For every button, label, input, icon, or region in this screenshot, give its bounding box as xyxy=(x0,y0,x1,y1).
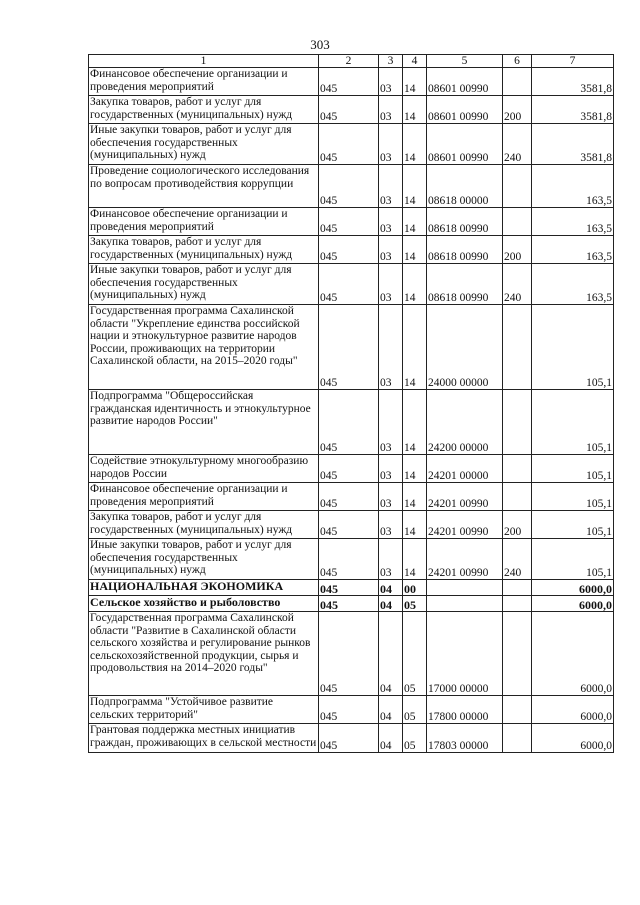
row-subsection: 05 xyxy=(403,596,427,612)
row-admin-code: 045 xyxy=(319,390,379,455)
row-section: 04 xyxy=(379,580,403,596)
table-row xyxy=(89,305,614,390)
row-name: Подпрограмма "Общероссийская гражданская идентичность и этнокультурное развитие народов России" xyxy=(89,390,319,455)
row-admin-code: 045 xyxy=(319,68,379,96)
row-name: Финансовое обеспечение организации и проведения мероприятий xyxy=(89,483,319,511)
row-amount: 6000,0 xyxy=(532,696,614,724)
row-target-article xyxy=(427,596,503,612)
row-name: Содействие этнокультурному многообразию народов России xyxy=(89,455,319,483)
row-amount: 6000,0 xyxy=(532,596,614,612)
row-subsection: 14 xyxy=(403,68,427,96)
row-amount: 6000,0 xyxy=(532,612,614,696)
row-amount: 6000,0 xyxy=(532,724,614,753)
table-row xyxy=(89,511,614,539)
row-name: Финансовое обеспечение организации и проведения мероприятий xyxy=(89,208,319,236)
row-amount: 163,5 xyxy=(532,208,614,236)
row-expense-type: 240 xyxy=(503,539,532,580)
row-subsection: 14 xyxy=(403,165,427,208)
row-name: Иные закупки товаров, работ и услуг для обеспечения государственных (муниципальных) нужд xyxy=(89,124,319,165)
row-section: 04 xyxy=(379,696,403,724)
row-subsection: 14 xyxy=(403,236,427,264)
table-row xyxy=(89,124,614,165)
table-body xyxy=(89,68,614,753)
row-section: 03 xyxy=(379,390,403,455)
header-cell: 3 xyxy=(379,55,403,68)
row-target-article: 17000 00000 xyxy=(427,612,503,696)
table-row xyxy=(89,68,614,96)
row-section: 03 xyxy=(379,236,403,264)
row-target-article: 08618 00990 xyxy=(427,236,503,264)
table-row xyxy=(89,208,614,236)
row-amount: 105,1 xyxy=(532,539,614,580)
row-expense-type xyxy=(503,208,532,236)
row-expense-type xyxy=(503,305,532,390)
table-row xyxy=(89,165,614,208)
row-admin-code: 045 xyxy=(319,724,379,753)
row-admin-code: 045 xyxy=(319,455,379,483)
row-amount: 105,1 xyxy=(532,483,614,511)
table-row xyxy=(89,264,614,305)
row-admin-code: 045 xyxy=(319,236,379,264)
budget-table xyxy=(88,54,614,753)
row-name: Закупка товаров, работ и услуг для государственных (муниципальных) нужд xyxy=(89,236,319,264)
row-target-article: 08601 00990 xyxy=(427,96,503,124)
row-name: Проведение социологического исследования по вопросам противодействия коррупции xyxy=(89,165,319,208)
row-expense-type xyxy=(503,612,532,696)
row-expense-type xyxy=(503,724,532,753)
row-section: 03 xyxy=(379,124,403,165)
row-subsection: 14 xyxy=(403,124,427,165)
row-section: 03 xyxy=(379,208,403,236)
table-row xyxy=(89,96,614,124)
row-amount: 105,1 xyxy=(532,305,614,390)
row-subsection: 14 xyxy=(403,455,427,483)
row-section: 03 xyxy=(379,264,403,305)
table-row xyxy=(89,390,614,455)
row-amount: 163,5 xyxy=(532,236,614,264)
row-target-article: 08618 00000 xyxy=(427,165,503,208)
row-section: 03 xyxy=(379,455,403,483)
row-amount: 3581,8 xyxy=(532,96,614,124)
header-cell: 7 xyxy=(532,55,614,68)
row-expense-type: 200 xyxy=(503,236,532,264)
page-number: 303 xyxy=(310,37,330,52)
row-admin-code: 045 xyxy=(319,580,379,596)
row-expense-type xyxy=(503,696,532,724)
row-target-article: 24201 00990 xyxy=(427,539,503,580)
row-target-article: 24200 00000 xyxy=(427,390,503,455)
table-row xyxy=(89,580,614,596)
table-row xyxy=(89,612,614,696)
row-section: 03 xyxy=(379,165,403,208)
row-amount: 6000,0 xyxy=(532,580,614,596)
row-name: Финансовое обеспечение организации и проведения мероприятий xyxy=(89,68,319,96)
row-name: Закупка товаров, работ и услуг для государственных (муниципальных) нужд xyxy=(89,96,319,124)
table-row xyxy=(89,696,614,724)
row-admin-code: 045 xyxy=(319,696,379,724)
row-name: Подпрограмма "Устойчивое развитие сельских территорий" xyxy=(89,696,319,724)
row-subsection: 14 xyxy=(403,483,427,511)
row-target-article: 24000 00000 xyxy=(427,305,503,390)
table-row xyxy=(89,539,614,580)
row-target-article: 08601 00990 xyxy=(427,124,503,165)
row-admin-code: 045 xyxy=(319,208,379,236)
row-expense-type xyxy=(503,165,532,208)
row-name: Грантовая поддержка местных инициатив граждан, проживающих в сельской местности xyxy=(89,724,319,753)
row-section: 04 xyxy=(379,724,403,753)
row-section: 03 xyxy=(379,511,403,539)
row-subsection: 05 xyxy=(403,612,427,696)
row-section: 04 xyxy=(379,612,403,696)
table-row xyxy=(89,455,614,483)
row-amount: 163,5 xyxy=(532,165,614,208)
row-subsection: 14 xyxy=(403,264,427,305)
row-subsection: 14 xyxy=(403,305,427,390)
row-subsection: 14 xyxy=(403,539,427,580)
row-expense-type: 240 xyxy=(503,124,532,165)
row-amount: 3581,8 xyxy=(532,124,614,165)
row-target-article: 08601 00990 xyxy=(427,68,503,96)
row-section: 03 xyxy=(379,68,403,96)
row-section: 04 xyxy=(379,596,403,612)
row-name: Закупка товаров, работ и услуг для государственных (муниципальных) нужд xyxy=(89,511,319,539)
table-row xyxy=(89,596,614,612)
header-cell: 2 xyxy=(319,55,379,68)
row-admin-code: 045 xyxy=(319,612,379,696)
row-subsection: 14 xyxy=(403,96,427,124)
row-target-article: 24201 00000 xyxy=(427,455,503,483)
row-admin-code: 045 xyxy=(319,264,379,305)
header-row xyxy=(89,55,614,68)
row-admin-code: 045 xyxy=(319,511,379,539)
row-admin-code: 045 xyxy=(319,165,379,208)
row-admin-code: 045 xyxy=(319,483,379,511)
row-amount: 105,1 xyxy=(532,511,614,539)
row-target-article: 08618 00990 xyxy=(427,264,503,305)
row-expense-type xyxy=(503,68,532,96)
row-target-article: 17803 00000 xyxy=(427,724,503,753)
row-target-article: 24201 00990 xyxy=(427,511,503,539)
row-name: Государственная программа Сахалинской области "Укрепление единства российской нации и этнокультурное развитие народов России, проживающих на территории Сахалинской области, на 2015–2020 годы" xyxy=(89,305,319,390)
table-row xyxy=(89,236,614,264)
header-cell: 4 xyxy=(403,55,427,68)
row-admin-code: 045 xyxy=(319,96,379,124)
row-target-article xyxy=(427,580,503,596)
row-subsection: 14 xyxy=(403,208,427,236)
row-expense-type xyxy=(503,455,532,483)
row-expense-type: 240 xyxy=(503,264,532,305)
header-cell: 6 xyxy=(503,55,532,68)
row-name: Иные закупки товаров, работ и услуг для обеспечения государственных (муниципальных) нужд xyxy=(89,539,319,580)
row-admin-code: 045 xyxy=(319,124,379,165)
row-expense-type: 200 xyxy=(503,96,532,124)
row-name: Иные закупки товаров, работ и услуг для обеспечения государственных (муниципальных) нужд xyxy=(89,264,319,305)
table-row xyxy=(89,724,614,753)
row-target-article: 08618 00990 xyxy=(427,208,503,236)
row-subsection: 14 xyxy=(403,390,427,455)
row-target-article: 24201 00990 xyxy=(427,483,503,511)
row-subsection: 14 xyxy=(403,511,427,539)
row-section: 03 xyxy=(379,483,403,511)
row-section: 03 xyxy=(379,539,403,580)
header-cell: 5 xyxy=(427,55,503,68)
row-amount: 3581,8 xyxy=(532,68,614,96)
row-amount: 105,1 xyxy=(532,390,614,455)
row-subsection: 05 xyxy=(403,724,427,753)
row-name: Государственная программа Сахалинской области "Развитие в Сахалинской области сельского хозяйства и регулирование рынков сельскохозяйственной продукции, сырья и продовольствия на 2014–2020 годы" xyxy=(89,612,319,696)
row-subsection: 00 xyxy=(403,580,427,596)
row-expense-type xyxy=(503,596,532,612)
row-expense-type xyxy=(503,390,532,455)
row-section: 03 xyxy=(379,305,403,390)
row-name: Сельское хозяйство и рыболовство xyxy=(89,596,319,612)
header-cell: 1 xyxy=(89,55,319,68)
row-expense-type xyxy=(503,483,532,511)
row-admin-code: 045 xyxy=(319,596,379,612)
row-section: 03 xyxy=(379,96,403,124)
row-target-article: 17800 00000 xyxy=(427,696,503,724)
row-amount: 105,1 xyxy=(532,455,614,483)
row-admin-code: 045 xyxy=(319,539,379,580)
row-admin-code: 045 xyxy=(319,305,379,390)
table-row xyxy=(89,483,614,511)
row-subsection: 05 xyxy=(403,696,427,724)
row-amount: 163,5 xyxy=(532,264,614,305)
row-name: НАЦИОНАЛЬНАЯ ЭКОНОМИКА xyxy=(89,580,319,596)
row-expense-type: 200 xyxy=(503,511,532,539)
row-expense-type xyxy=(503,580,532,596)
